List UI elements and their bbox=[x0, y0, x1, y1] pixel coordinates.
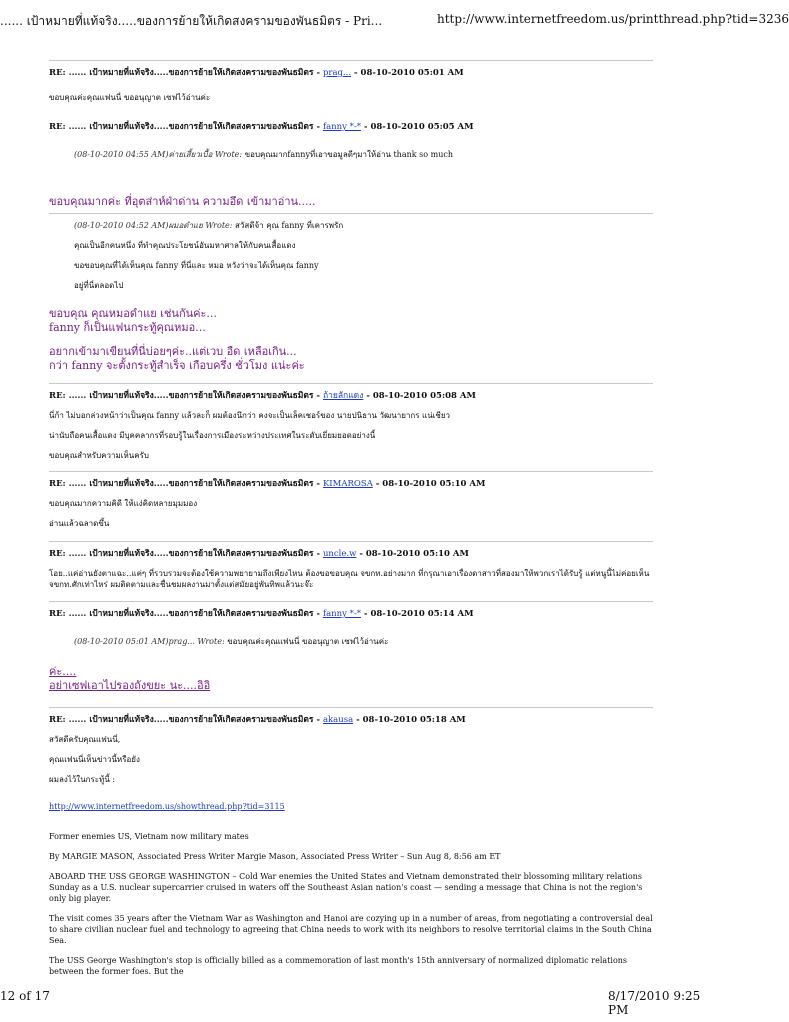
reply-line: กว่า fanny จะตั้งกระทู้สำเร็จ เกือบครึ่ง ชั่วโมง แน่ะค่ะ bbox=[49, 359, 305, 372]
post-date: 08-10-2010 05:10 AM bbox=[382, 479, 486, 489]
post-author-link[interactable]: KIMAROSA bbox=[322, 479, 373, 489]
post-body-line: คุณแฟนนี่เห็นข่าวนี้หรือยัง bbox=[49, 755, 140, 764]
quote-meta: (08-10-2010 04:55 AM)ค่ายเสี้ยวเบื้อ Wrote: bbox=[74, 150, 243, 159]
article-paragraph: The visit comes 35 years after the Vietnam War as Washington and Hanoi are cozying up in a number of areas, from negotiating a controversial deal to share civilian nuclear fuel and technology to agreeing that China needs to work with its neighbors to resolve territorial claims in the South China Sea. bbox=[49, 914, 653, 945]
post-author-link[interactable]: uncle.w bbox=[322, 549, 357, 559]
reply-line: fanny ก็เป็นแฟนกระทู้คุณหมอ... bbox=[49, 321, 206, 334]
post-header: RE: ...... เป้าหมายที่แท้จริง.....ของการย้ายให้เกิดสงครามของพันธมิตร - uncle.w - 08-10-2010 05:10 AM bbox=[49, 549, 469, 559]
post-body: ขอบคุณค่ะคุณแฟนนี่ ขออนุญาต เซฟไว้อ่านค่ะ bbox=[49, 93, 211, 102]
quote-block bbox=[74, 220, 653, 291]
post-title: RE: ...... เป้าหมายที่แท้จริง.....ของการย้ายให้เกิดสงครามของพันธมิตร bbox=[49, 122, 314, 132]
footer-page-number: 12 of 17 bbox=[0, 989, 50, 1003]
post-divider bbox=[49, 471, 653, 472]
quote-text: ขอบคุณมากfannyที่เอาขอมูลดีๆมาให้อ่าน thank so much bbox=[244, 150, 453, 159]
quote-divider bbox=[49, 213, 653, 214]
post-body: โอย..แค่อ่านยังตาแฉะ..แค่ๆ ที่รวบรวมจะต้องใช้ความพยายามถึงเพียงไหน ต้องขอขอบคุณ จขกท.อย่างมาก ที่กรุณาเอาเรื่องดาสาวที่สองมาให้พวกเราได้รับรู้ แต่หนูนี้ไม่ค่อยเห็น จขกท.ศักเท่าไหร่ ผมติดตามและชื่นชมผลงานมาตั้งแต่สมัยอยู่พันทิพแล้วนะจ๊ะ bbox=[49, 569, 650, 589]
quote-block bbox=[74, 636, 653, 647]
post-divider bbox=[49, 541, 653, 542]
print-header-url: http://www.internetfreedom.us/printthread.php?tid=3236 bbox=[437, 12, 789, 26]
article-paragraph: The USS George Washington's stop is officially billed as a commemoration of last month's 15th anniversary of normalized diplomatic relations between the former foes. But the bbox=[49, 956, 628, 976]
quote-line: คุณเป็นอีกคนหนึ่ง ที่ทำคุณประโยชน์อันมหาศาลให้กับคนเสื้อแดง bbox=[74, 241, 296, 250]
post-author-link[interactable]: ถ้ายลักแดง bbox=[322, 391, 364, 401]
post-body-line: น่านับถือคนเสื้อแดง มีบุคคลากรที่รอบรู้ในเรื่องการเมืองระหว่างประเทศในระดับเยี่ยมยอดอย่างนี้ bbox=[49, 431, 376, 440]
post-date: 08-10-2010 05:05 AM bbox=[370, 122, 474, 132]
post-author-link[interactable]: fanny *-* bbox=[322, 609, 361, 619]
post-date: 08-10-2010 05:08 AM bbox=[372, 391, 476, 401]
post-body-line: ขอบคุณมากความคิดี ให้แง่คิดหลายมุมมอง bbox=[49, 499, 198, 508]
post-body-line: นี่ก้า ไม่บอกล่วงหน้าว่าเป็นคุณ fanny แล้วละก็ ผมต้องนึกว่า คงจะเป็นเล็คเชอร์ของ นายปนิธาน วัฒนายากร แน่เชียว bbox=[49, 411, 451, 420]
reply-line: ค่ะ.... bbox=[49, 665, 77, 678]
post-date: 08-10-2010 05:01 AM bbox=[360, 68, 464, 78]
post-divider bbox=[49, 707, 653, 708]
post-title: RE: ...... เป้าหมายที่แท้จริง.....ของการย้ายให้เกิดสงครามของพันธมิตร bbox=[49, 391, 314, 401]
quote-block bbox=[74, 149, 653, 160]
post-title: RE: ...... เป้าหมายที่แท้จริง.....ของการย้ายให้เกิดสงครามของพันธมิตร bbox=[49, 715, 314, 725]
post-header: RE: ...... เป้าหมายที่แท้จริง.....ของการย้ายให้เกิดสงครามของพันธมิตร - fanny *-* - 08-10-2010 05:14 AM bbox=[49, 609, 474, 619]
footer-datetime: 8/17/2010 9:25 PM bbox=[608, 989, 701, 1017]
post-author-link[interactable]: akausa bbox=[322, 715, 354, 725]
post-header: RE: ...... เป้าหมายที่แท้จริง.....ของการย้ายให้เกิดสงครามของพันธมิตร - prag... - 08-10-2010 05:01 AM bbox=[49, 68, 464, 78]
reply-line: อยากเข้ามาเขียนที่นี่บ่อยๆค่ะ..แต่เวบ อืด เหลือเกิน... bbox=[49, 345, 297, 358]
print-header-title: ...... เป้าหมายที่แท้จริง.....ของการย้ายให้เกิดสงครามของพันธมิตร - Pri... bbox=[0, 14, 383, 28]
reply-line: ขอบคุณ คุณหมอดำแย เช่นกันค่ะ... bbox=[49, 307, 217, 320]
post-body-line: ผมลงไว้ในกระทู้นี้ : bbox=[49, 775, 116, 784]
post-body-line: ขอบคุณสำหรับความเห็นครับ bbox=[49, 451, 149, 460]
post-divider bbox=[49, 601, 653, 602]
quote-text: ขอบคุณค่ะคุณแฟนนี่ ขออนุญาต เซฟไว้อ่านค่ะ bbox=[227, 637, 389, 646]
article-byline: By MARGIE MASON, Associated Press Writer Margie Mason, Associated Press Writer – Sun Aug 8, 8:56 am ET bbox=[49, 852, 501, 861]
post-body-line: สวัสดีครับคุณแฟนนี่, bbox=[49, 735, 121, 744]
quote-meta: (08-10-2010 05:01 AM)prag... Wrote: bbox=[74, 637, 225, 646]
post-body-line: อ่านแล้วฉลาดขึ้น bbox=[49, 519, 110, 528]
post-header: RE: ...... เป้าหมายที่แท้จริง.....ของการย้ายให้เกิดสงครามของพันธมิตร - akausa - 08-10-2010 05:18 AM bbox=[49, 715, 466, 725]
quote-line: ขอขอบคุณที่ได้เห็นคุณ fanny ที่นี่และ หมอ หวังว่าจะได้เห็นคุณ fanny bbox=[74, 261, 319, 270]
post-title: RE: ...... เป้าหมายที่แท้จริง.....ของการย้ายให้เกิดสงครามของพันธมิตร bbox=[49, 549, 314, 559]
post-divider bbox=[49, 60, 653, 61]
quote-line: สวัสดีจ้า คุณ fanny ที่เคารพรัก bbox=[235, 221, 344, 230]
reply-line: อย่าเซฟเอาไปรองถังขยะ นะ....อิอิ bbox=[49, 679, 211, 692]
quote-line: อยู่ที่นี่ตลอดไป bbox=[74, 281, 124, 290]
post-title: RE: ...... เป้าหมายที่แท้จริง.....ของการย้ายให้เกิดสงครามของพันธมิตร bbox=[49, 479, 314, 489]
post-title: RE: ...... เป้าหมายที่แท้จริง.....ของการย้ายให้เกิดสงครามของพันธมิตร bbox=[49, 609, 314, 619]
post-date: 08-10-2010 05:18 AM bbox=[362, 715, 466, 725]
article-paragraph: ABOARD THE USS GEORGE WASHINGTON – Cold War enemies the United States and Vietnam demonstrated their blossoming military relations Sunday as a U.S. nuclear supercarrier cruised in waters off the Southeast Asian nation's coast — sending a message that China is not the region's only big player. bbox=[49, 872, 643, 903]
thread-content bbox=[49, 60, 653, 977]
thread-link[interactable]: http://www.internetfreedom.us/showthread.php?tid=3115 bbox=[49, 802, 285, 811]
post-date: 08-10-2010 05:10 AM bbox=[365, 549, 469, 559]
quote-meta: (08-10-2010 04:52 AM)ผมอดำแย Wrote: bbox=[74, 221, 233, 230]
post-header: RE: ...... เป้าหมายที่แท้จริง.....ของการย้ายให้เกิดสงครามของพันธมิตร - KIMAROSA - 08-10-2010 05:10 AM bbox=[49, 479, 486, 489]
post-author-link[interactable]: fanny *-* bbox=[322, 122, 361, 132]
post-header: RE: ...... เป้าหมายที่แท้จริง.....ของการย้ายให้เกิดสงครามของพันธมิตร - ถ้ายลักแดง - 08-10-2010 05:08 AM bbox=[49, 391, 476, 401]
post-header: RE: ...... เป้าหมายที่แท้จริง.....ของการย้ายให้เกิดสงครามของพันธมิตร - fanny *-* - 08-10-2010 05:05 AM bbox=[49, 122, 474, 132]
post-author-link[interactable]: prag... bbox=[322, 68, 352, 78]
post-date: 08-10-2010 05:14 AM bbox=[370, 609, 474, 619]
post-divider bbox=[49, 383, 653, 384]
reply-text: ขอบคุณมากค่ะ ที่อุตส่าห์ฝ่าด่าน ความอึด เข้ามาอ่าน..... bbox=[49, 195, 316, 208]
post-title: RE: ...... เป้าหมายที่แท้จริง.....ของการย้ายให้เกิดสงครามของพันธมิตร bbox=[49, 68, 314, 78]
article-title: Former enemies US, Vietnam now military mates bbox=[49, 832, 249, 841]
